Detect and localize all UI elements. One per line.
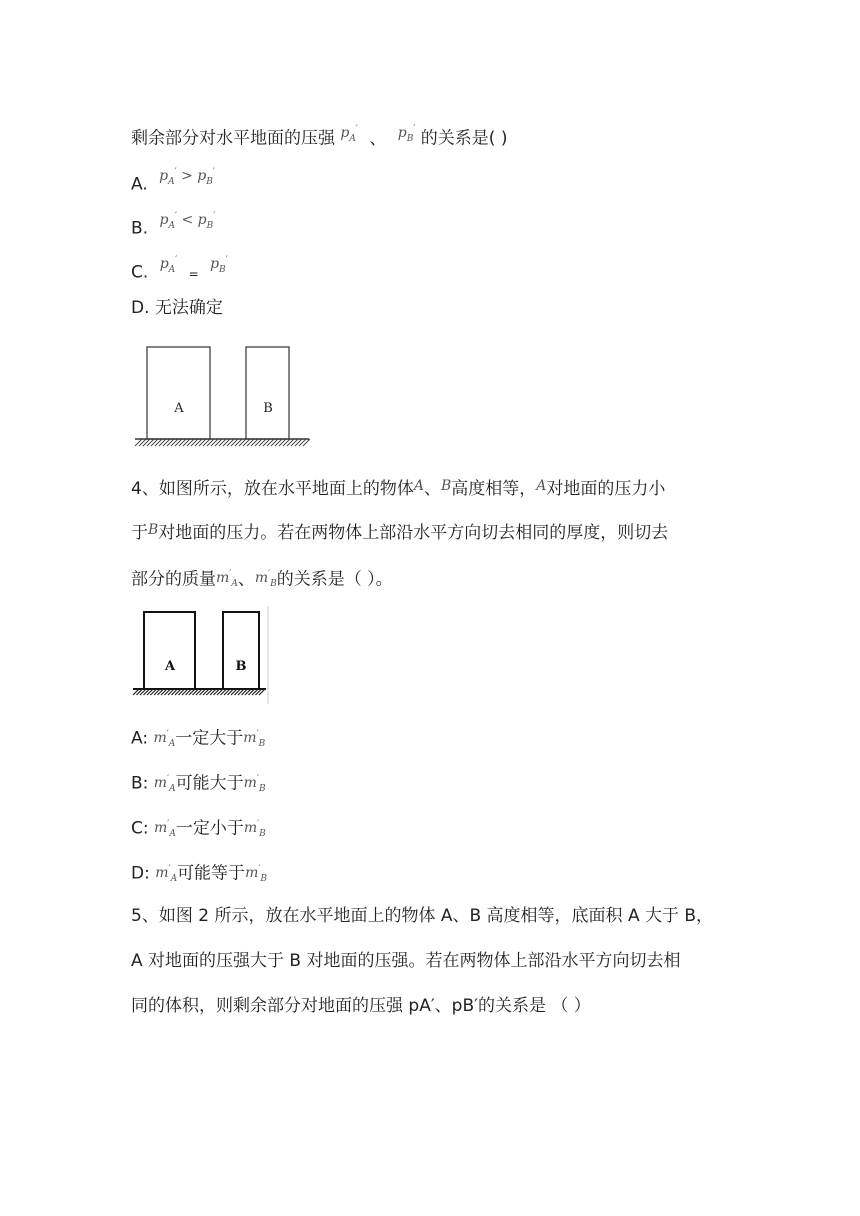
hatch-mark [139, 439, 146, 446]
option-label: A. [131, 174, 148, 195]
hatch-mark [267, 439, 274, 446]
option-text: 可能大于 [175, 773, 244, 794]
hatch-mark [203, 439, 210, 446]
block-a-label: A [164, 659, 176, 674]
math-b: B [440, 478, 452, 494]
q4-option-c [131, 815, 266, 846]
q3-separator: 、 [369, 128, 387, 149]
option-label: B: [131, 773, 149, 794]
hatch-mark [259, 439, 266, 446]
hatch-mark [211, 439, 218, 446]
q4-text: 部分的质量 [131, 569, 216, 590]
q4-line-3 [131, 566, 393, 597]
hatch-mark [275, 439, 282, 446]
q4-line-2 [131, 522, 668, 545]
hatch-mark [279, 439, 286, 446]
block-a-label: A [174, 401, 184, 416]
option-text: 可能等于 [177, 863, 246, 884]
q3-option-a [131, 167, 215, 202]
option-label: C: [131, 818, 149, 839]
hatch-mark [303, 439, 310, 446]
hatch-mark [243, 439, 250, 446]
q3-stem-text: 剩余部分对水平地面的压强 [131, 128, 335, 149]
math-pb-prime: pB′ [397, 124, 416, 144]
hatch-mark [235, 439, 242, 446]
math-pa-gt-pb: pA′ > pB′ [159, 167, 215, 187]
q4-option-b [131, 770, 266, 801]
math-pb-prime: pB′ [210, 255, 228, 275]
figure-blocks-1 [133, 343, 311, 451]
q4-text: 对地面的压力小 [546, 479, 666, 499]
hatch-mark [151, 439, 158, 446]
q3-option-b [131, 211, 216, 246]
math-b: B [148, 522, 159, 538]
block-a [147, 347, 210, 439]
math-pa-lt-pb: pA′ < pB′ [159, 211, 216, 231]
q4-sep: 、 [237, 569, 255, 590]
q3-option-d [131, 297, 223, 319]
option-text: 无法确定 [154, 298, 223, 318]
q4-option-a [131, 725, 265, 756]
q4-sep: 、 [423, 479, 441, 499]
hatch-mark [295, 439, 302, 446]
q4-text: 于 [131, 523, 148, 543]
math-mb-prime: $m'_B$ [254, 569, 277, 589]
math-mb-prime: $m'_B$ [245, 864, 268, 884]
option-text: 一定小于 [175, 818, 244, 839]
hatch-mark [167, 439, 174, 446]
hatch-mark [183, 439, 190, 446]
math-ma-prime: $m'_A$ [154, 819, 176, 839]
block-b-label: B [235, 659, 247, 674]
hatch-mark [299, 439, 306, 446]
q4-text: 对地面的压力。若在两物体上部沿水平方向切去相同的厚度，则切去 [158, 523, 669, 543]
block-a [144, 612, 195, 689]
hatch-mark [143, 439, 150, 446]
hatch-mark [247, 439, 254, 446]
hatch-mark [163, 439, 170, 446]
hatch-mark [155, 439, 162, 446]
hatch-mark [147, 439, 154, 446]
figure-blocks-2 [129, 606, 271, 706]
option-label: D. [131, 298, 150, 318]
block-b-label: B [263, 401, 273, 416]
hatch-mark [207, 439, 214, 446]
hatch-mark [291, 439, 298, 446]
hatch-mark [263, 439, 270, 446]
option-label: C. [131, 262, 149, 283]
hatch-mark [135, 439, 142, 446]
equals-sign: = [188, 266, 199, 281]
q4-text: 4、如图所示，放在水平地面上的物体 [131, 479, 414, 499]
q5-line-2: A 对地面的压强大于 B 对地面的压强。若在两物体上部沿水平方向切去相 [131, 951, 681, 971]
hatch-mark [239, 439, 246, 446]
hatch-mark [283, 439, 290, 446]
hatch-mark [187, 439, 194, 446]
option-text: 一定大于 [175, 728, 244, 749]
option-label: B. [131, 218, 149, 239]
q5-line-3: 同的体积，则剩余部分对地面的压强 pA′、pB′的关系是 （ ） [131, 996, 591, 1016]
hatch-mark [199, 439, 206, 446]
math-pa-prime: pA′ [159, 255, 178, 275]
option-label: A: [131, 728, 149, 749]
q4-line-1 [131, 478, 665, 501]
hatch-mark [219, 439, 226, 446]
hatch-mark [215, 439, 222, 446]
hatch-mark [223, 439, 230, 446]
math-pa-prime: pA′ [340, 124, 358, 144]
math-mb-prime: $m'_B$ [243, 819, 266, 839]
math-ma-prime: $m'_A$ [155, 864, 178, 884]
hatch-mark [195, 439, 202, 446]
hatch-mark [191, 439, 198, 446]
option-label: D: [131, 863, 150, 884]
hatch-mark [271, 439, 278, 446]
ground-hatching [135, 439, 310, 446]
math-ma-prime: $m'_A$ [153, 729, 176, 749]
hatch-mark [251, 439, 258, 446]
block-b [246, 347, 289, 439]
hatch-mark [175, 439, 182, 446]
hatch-mark [255, 439, 262, 446]
hatch-mark [179, 439, 186, 446]
hatch-mark [231, 439, 238, 446]
math-ma-prime: $m'_A$ [153, 774, 176, 794]
hatch-mark [171, 439, 178, 446]
q3-stem-end: 的关系是( ) [420, 128, 508, 149]
math-mb-prime: $m'_B$ [243, 774, 266, 794]
q4-text: 高度相等， [451, 479, 537, 499]
hatch-mark [227, 439, 234, 446]
q5-line-1: 5、如图 2 所示，放在水平地面上的物体 A、B 高度相等，底面积 A 大于 B， [131, 906, 714, 926]
math-a: A [536, 478, 547, 494]
q3-stem [131, 125, 507, 156]
hatch-mark [287, 439, 294, 446]
q3-option-c [131, 255, 228, 290]
q4-text: 的关系是（ ）。 [276, 569, 393, 590]
math-ma-prime: $m'_A$ [216, 569, 238, 589]
q4-option-d [131, 860, 267, 891]
block-b [223, 612, 259, 689]
math-mb-prime: $m'_B$ [243, 729, 266, 749]
hatch-mark [159, 439, 166, 446]
math-a: A [413, 478, 424, 494]
